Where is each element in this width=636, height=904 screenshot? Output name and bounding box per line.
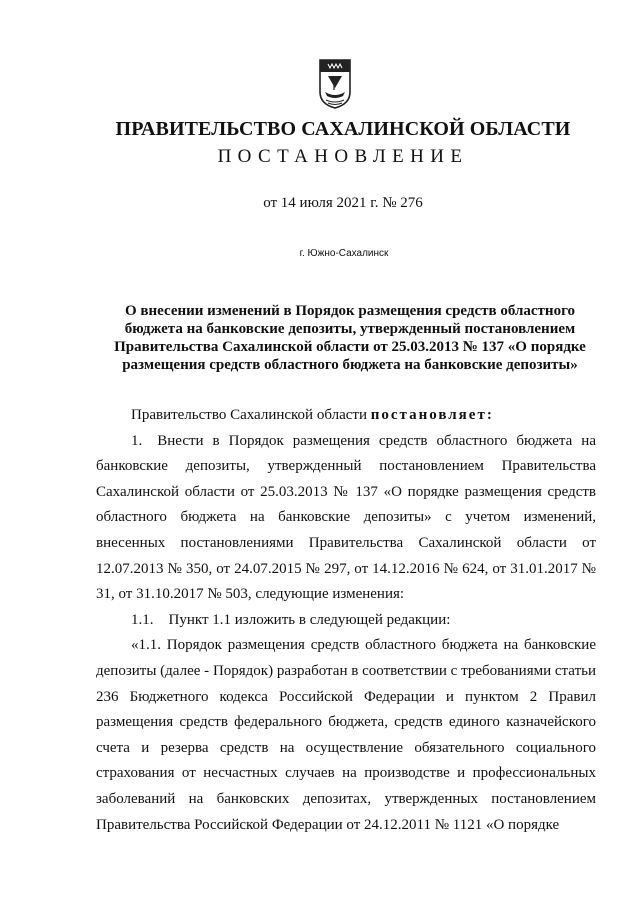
item-1-paragraph: 1. Внести в Порядок размещения средств областного бюджета на банковские депозиты, утвержденный постановлением Правительства Сахалинской области от 25.03.2013 № 137 «О порядке размещения средств областного бюджета на банковские депозиты» с учетом изменений, внесенных постановлениями Правительства Сахалинской области от 12.07.2013 № 350, от 24.07.2015 № 297, от 14.12.2016 № 624, от 31.01.2017 № 31, от 31.10.2017 № 503, следующие изменения: — [96, 432, 596, 603]
item-1-1-paragraph: 1.1. Пункт 1.1 изложить в следующей редакции: — [131, 611, 451, 628]
quoted-point-1-1-paragraph: «1.1. Порядок размещения средств областного бюджета на банковские депозиты (далее - Порядок) разработан в соответствии с требованиями статьи 236 Бюджетного кодекса Российской Федерации и пунктом 2 Правил размещения средств федерального бюджета, средств единого казначейского счета и резерва средств на осуществление обязательного социального страхования от несчастных случаев на производстве и профессиональных заболеваний на банковских депозитах, утвержденных постановлением Правительства Российской Федерации от 24.12.2011 № 1121 «О порядке — [96, 637, 596, 833]
document-city: г. Южно-Сахалинск — [299, 248, 389, 259]
intro-lead: Правительство Сахалинской области — [131, 407, 367, 423]
document-date-number: от 14 июля 2021 г. № 276 — [263, 195, 423, 211]
document-body — [96, 403, 596, 838]
document-subject: О внесении изменений в Порядок размещения средств областного бюджета на банковские депозиты, утвержденный постановлением Правительства Сахалинской области от 25.03.2013 № 137 «О порядке размещения средств областного бюджета на банковские депозиты» — [114, 303, 586, 373]
document-type: ПОСТАНОВЛЕНИЕ — [217, 146, 469, 167]
sakhalin-coat-of-arms-icon — [317, 58, 353, 110]
government-title: ПРАВИТЕЛЬСТВО САХАЛИНСКОЙ ОБЛАСТИ — [115, 118, 571, 140]
intro-paragraph — [96, 403, 596, 429]
intro-action: постановляет: — [370, 407, 494, 423]
